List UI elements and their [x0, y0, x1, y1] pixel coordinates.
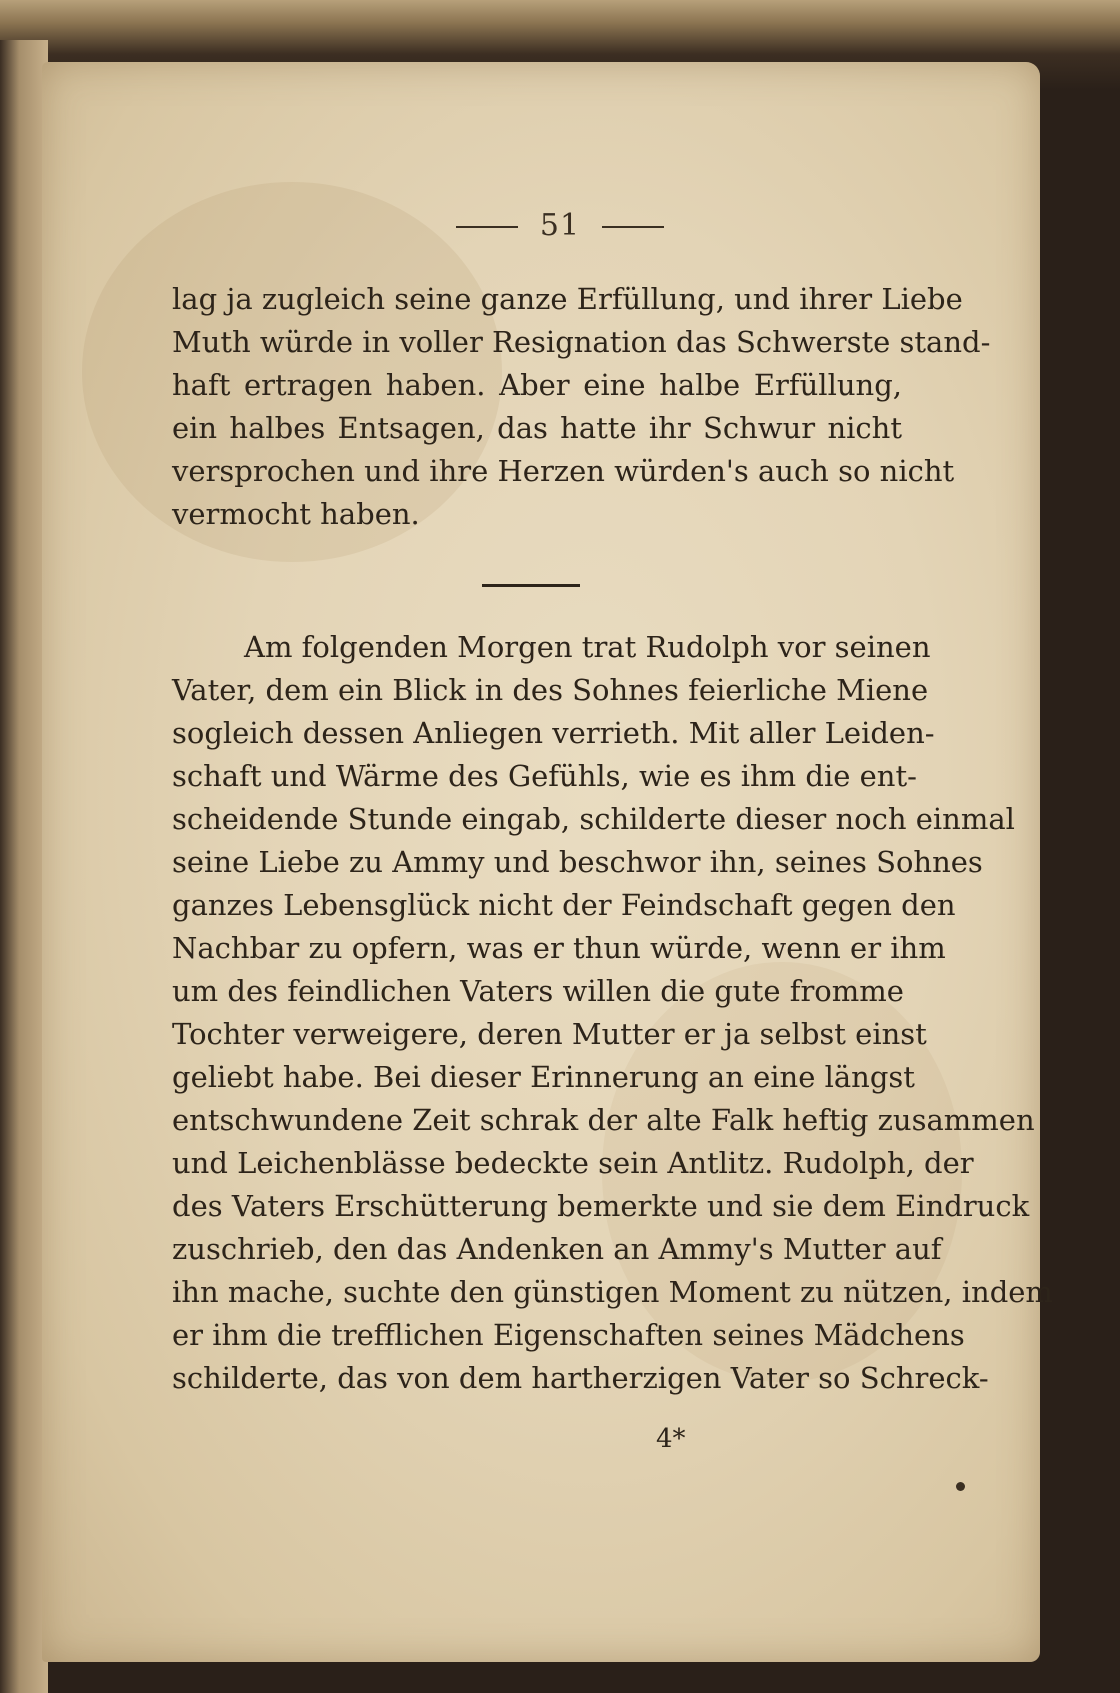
text-line: Vater, dem ein Blick in des Sohnes feierliche Miene: [172, 673, 929, 707]
text-line: entschwundene Zeit schrak der alte Falk heftig zusammen: [172, 1103, 1035, 1137]
paragraph-2: [172, 626, 1053, 1400]
page-header: [0, 208, 1120, 243]
page-number: 51: [539, 208, 581, 243]
text-line: Am folgenden Morgen trat Rudolph vor seinen: [244, 630, 931, 664]
book-spine-edge: [0, 40, 48, 1693]
paragraph-1: [172, 278, 991, 536]
text-line: Nachbar zu opfern, was er thun würde, wenn er ihm: [172, 931, 946, 965]
text-line: des Vaters Erschütterung bemerkte und sie dem Eindruck: [172, 1189, 1030, 1223]
text-line: Muth würde in voller Resignation das Schwerste stand-: [172, 325, 991, 359]
text-line: schaft und Wärme des Gefühls, wie es ihm die ent-: [172, 759, 917, 793]
header-dash-left: [456, 226, 518, 228]
ink-speck: [956, 1482, 965, 1491]
text-line: ein halbes Entsagen, das hatte ihr Schwur nicht: [172, 411, 902, 445]
text-line: versprochen und ihre Herzen würden's auch so nicht: [172, 454, 955, 488]
text-line: schilderte, das von dem hartherzigen Vater so Schreck-: [172, 1361, 989, 1395]
text-line: scheidende Stunde eingab, schilderte dieser noch einmal: [172, 802, 1015, 836]
text-line: um des feindlichen Vaters willen die gute fromme: [172, 974, 904, 1008]
text-line: geliebt habe. Bei dieser Erinnerung an eine längst: [172, 1060, 915, 1094]
text-line: seine Liebe zu Ammy und beschwor ihn, seines Sohnes: [172, 845, 983, 879]
signature-mark: 4*: [656, 1424, 686, 1454]
text-line: Tochter verweigere, deren Mutter er ja selbst einst: [172, 1017, 927, 1051]
text-line: er ihm die trefflichen Eigenschaften seines Mädchens: [172, 1318, 965, 1352]
text-line: ihn mache, suchte den günstigen Moment zu nützen, indem: [172, 1275, 1053, 1309]
text-line: zuschrieb, den das Andenken an Ammy's Mutter auf: [172, 1232, 942, 1266]
text-line: haft ertragen haben. Aber eine halbe Erfüllung,: [172, 368, 902, 402]
text-line: sogleich dessen Anliegen verrieth. Mit aller Leiden-: [172, 716, 935, 750]
text-line: vermocht haben.: [172, 497, 420, 531]
section-separator: [482, 584, 580, 587]
header-dash-right: [602, 226, 664, 228]
text-line: und Leichenblässe bedeckte sein Antlitz. Rudolph, der: [172, 1146, 974, 1180]
text-line: ganzes Lebensglück nicht der Feindschaft gegen den: [172, 888, 956, 922]
text-line: lag ja zugleich seine ganze Erfüllung, und ihrer Liebe: [172, 282, 963, 316]
